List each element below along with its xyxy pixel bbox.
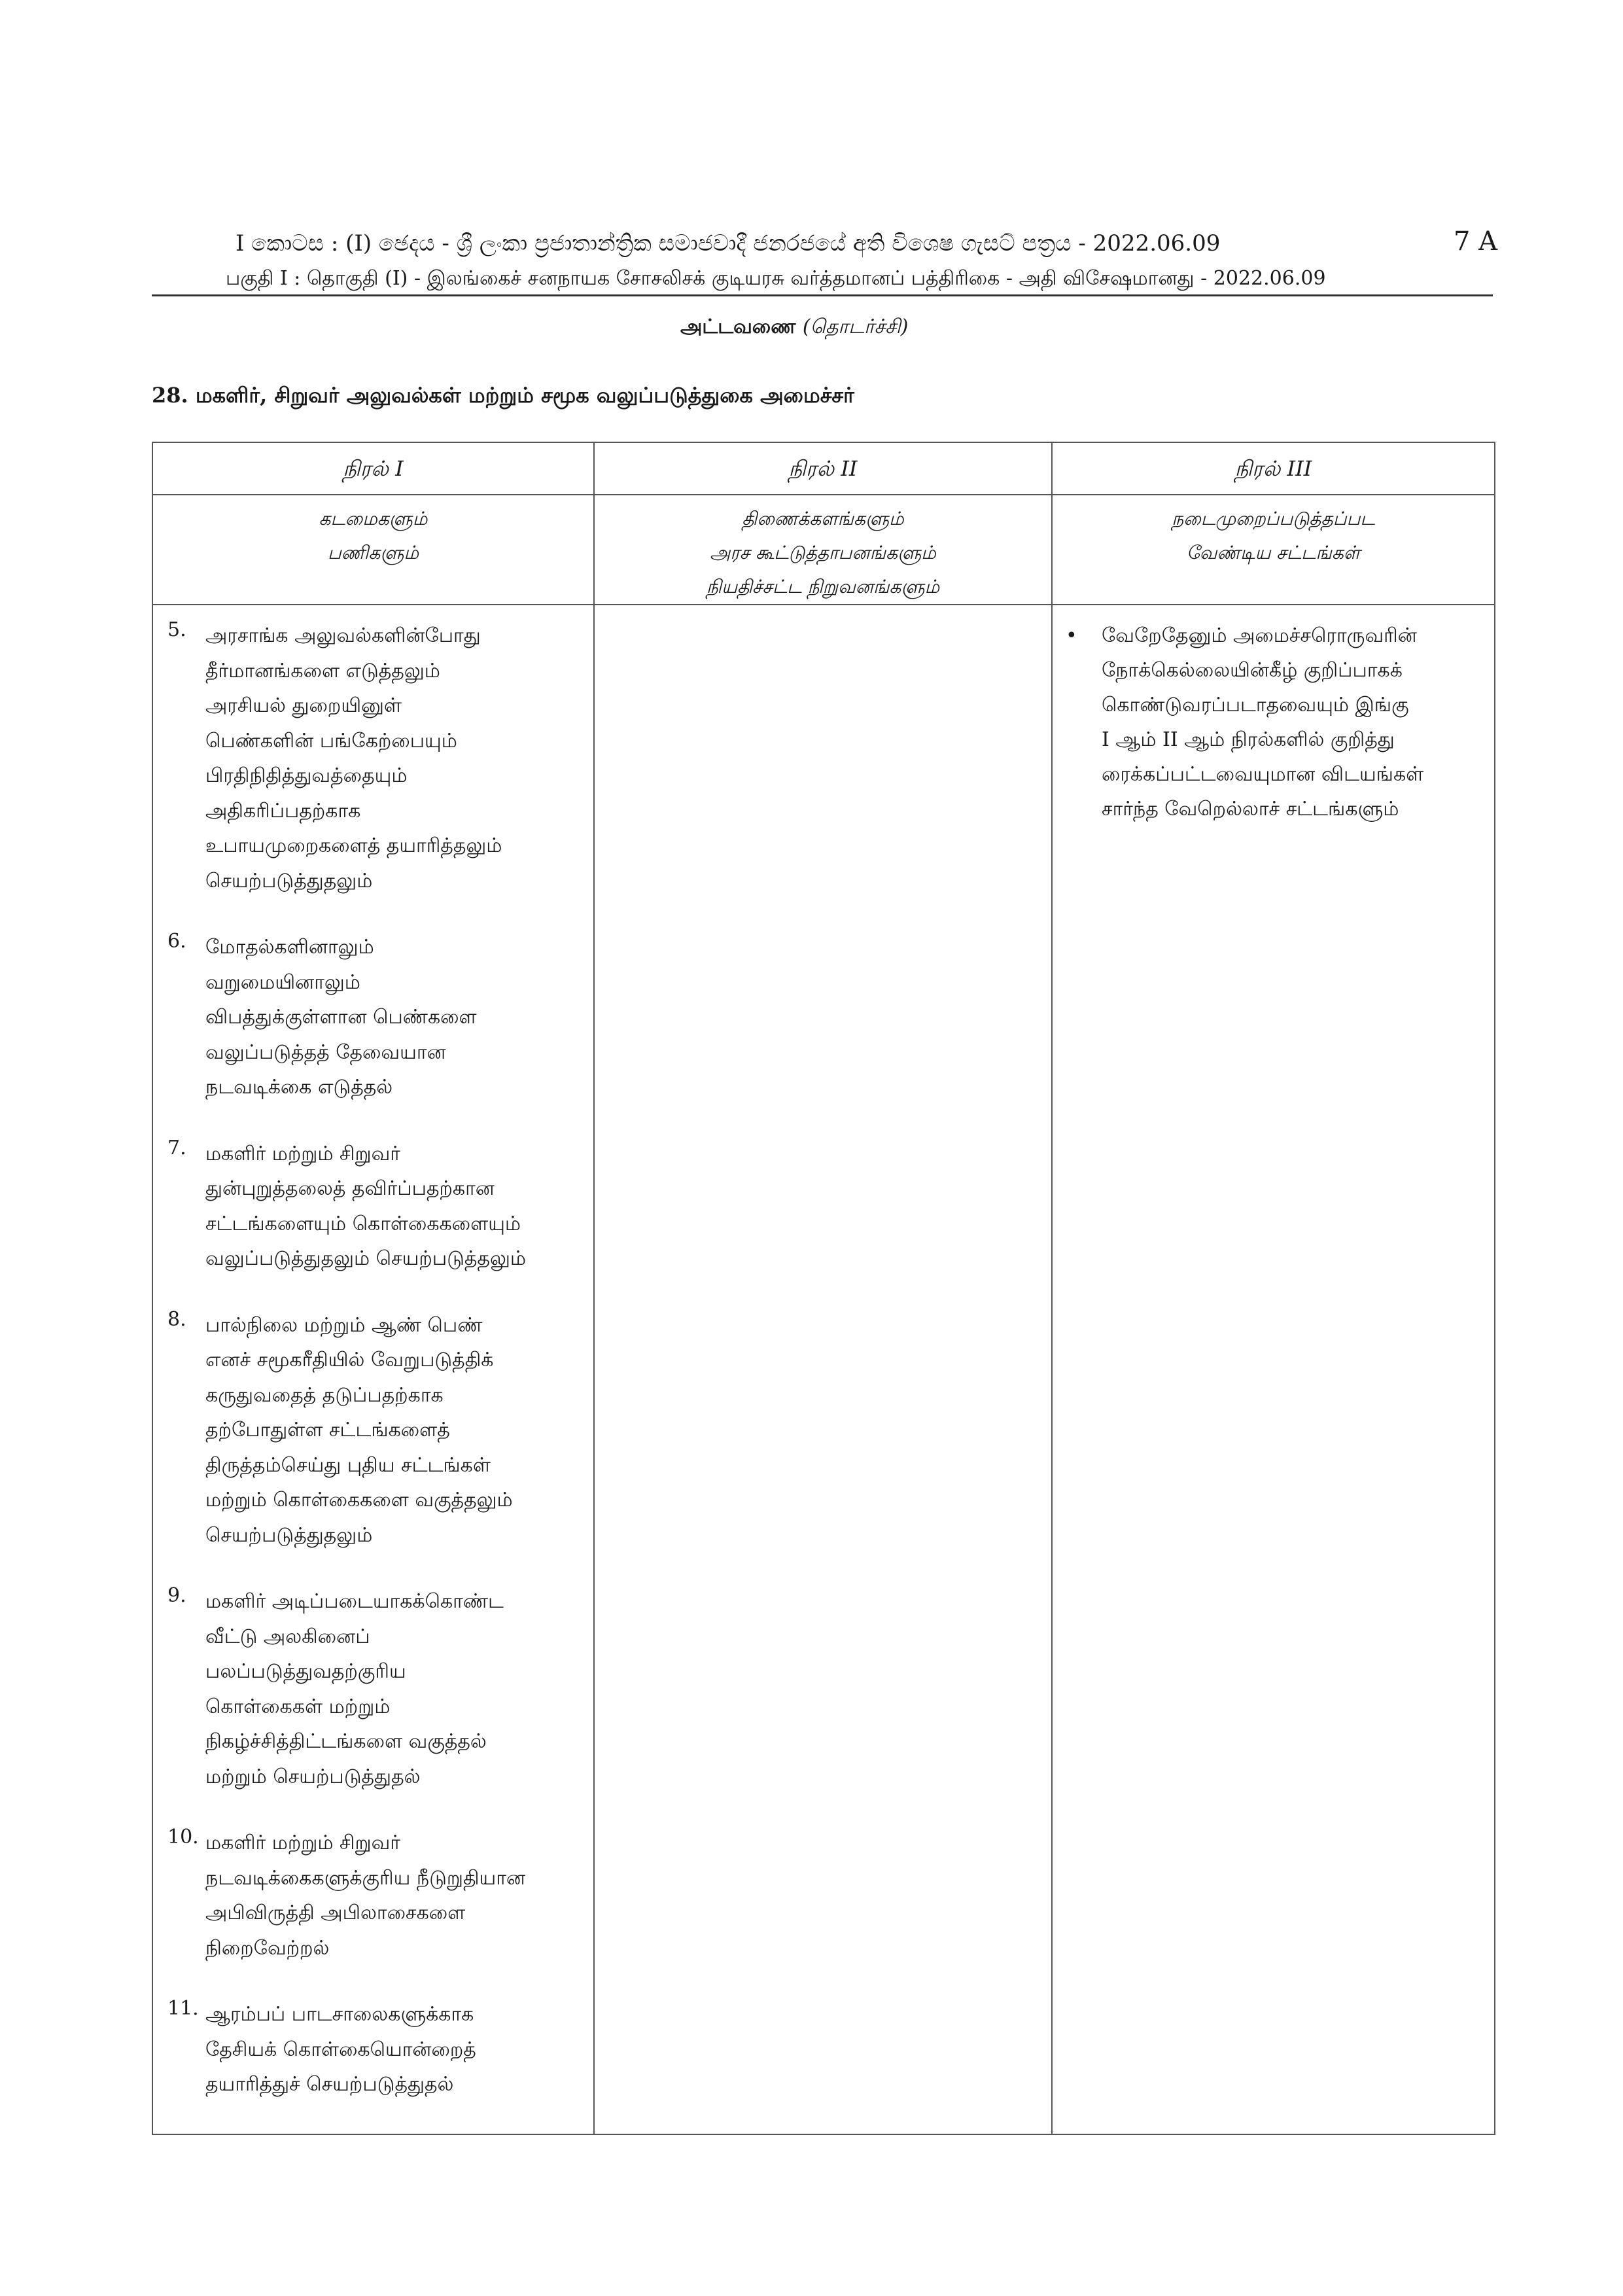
duty-line: பலப்படுத்துவதற்குரிய bbox=[205, 1660, 406, 1683]
duty-number: 7. bbox=[167, 1136, 186, 1159]
law-line: வேறேதேனும் அமைச்சரொருவரின் bbox=[1102, 624, 1417, 647]
subtitle-line: பணிகளும் bbox=[327, 542, 419, 563]
duty-number: 9. bbox=[167, 1584, 186, 1607]
subtitle-line: வேண்டிய சட்டங்கள் bbox=[1186, 542, 1361, 563]
duty-line: கருதுவதைத் தடுப்பதற்காக bbox=[205, 1383, 444, 1407]
subtitle-line: நடைமுறைப்படுத்தப்பட bbox=[1172, 508, 1375, 529]
duty-text bbox=[205, 1308, 587, 1553]
duty-text bbox=[205, 1826, 587, 1966]
laws-text bbox=[1102, 618, 1481, 826]
law-line: சார்ந்த வேறெல்லாச் சட்டங்களும் bbox=[1102, 798, 1399, 821]
duty-text bbox=[205, 1137, 587, 1277]
duty-line: ஆரம்பப் பாடசாலைகளுக்காக bbox=[205, 2003, 474, 2026]
duty-item bbox=[167, 1584, 587, 1794]
duty-line: தயாரித்துச் செயற்படுத்துதல் bbox=[205, 2073, 454, 2096]
law-line: நோக்கெல்லையின்கீழ் குறிப்பாகக் bbox=[1102, 659, 1403, 682]
duty-text bbox=[205, 930, 587, 1105]
duty-line: எனச் சமூகரீதியில் வேறுபடுத்திக் bbox=[205, 1349, 494, 1371]
duty-item bbox=[167, 1826, 587, 1966]
duty-line: தற்போதுள்ள சட்டங்களைத் bbox=[205, 1419, 450, 1441]
duty-line: வறுமையினாலும் bbox=[205, 970, 360, 994]
duty-line: அபிவிருத்தி அபிலாசைகளை bbox=[205, 1901, 466, 1924]
subtitle-line: நியதிச்சட்ட நிறுவனங்களும் bbox=[706, 576, 940, 597]
duty-number: 5. bbox=[167, 618, 186, 641]
duty-line: செயற்படுத்துதலும் bbox=[205, 869, 373, 892]
law-line: ரைக்கப்பட்டவையுமான விடயங்கள் bbox=[1102, 763, 1424, 786]
schedule-subtitle: (தொடர்ச்சி) bbox=[802, 315, 909, 338]
duty-line: மகளிர் மற்றும் சிறுவர் bbox=[205, 1142, 400, 1165]
duty-line: வலுப்படுத்துதலும் செயற்படுத்தலும் bbox=[205, 1247, 527, 1270]
duty-line: திருத்தம்செய்து புதிய சட்டங்கள் bbox=[205, 1453, 491, 1477]
ministry-heading: 28. மகளிர், சிறுவர் அலுவல்கள் மற்றும் சமூக வலுப்படுத்துகை அமைச்சர் bbox=[152, 383, 854, 408]
duty-line: வலுப்படுத்தத் தேவையான bbox=[205, 1040, 446, 1064]
duty-item bbox=[167, 1137, 587, 1277]
column-title-row bbox=[152, 442, 1495, 495]
gazette-header-sinhala: I කොටස : (I) ඡෙදය - ශ්‍රී ලංකා ප්‍රජාතාන්ත්‍රික සමාජවාදී ජනරජයේ අති විශෙෂ ගැසට් පත්‍රය - 2022.06.09 bbox=[236, 230, 1221, 256]
duty-line: அரசாங்க அலுவல்களின்போது bbox=[205, 624, 481, 647]
duty-line: மோதல்களினாலும் bbox=[205, 936, 374, 959]
duty-line: நிகழ்ச்சித்திட்டங்களை வகுத்தல் bbox=[205, 1730, 487, 1753]
duty-line: துன்புறுத்தலைத் தவிர்ப்பதற்கான bbox=[205, 1177, 495, 1200]
duty-line: செயற்படுத்துதலும் bbox=[205, 1523, 373, 1547]
duty-number: 11. bbox=[167, 1997, 199, 2020]
law-line: கொண்டுவரப்படாதவையும் இங்கு bbox=[1102, 694, 1409, 716]
subtitle-line: கடமைகளும் bbox=[319, 508, 428, 529]
duty-text bbox=[205, 618, 587, 898]
duty-item bbox=[167, 930, 587, 1105]
duty-line: வீட்டு அலகினைப் bbox=[205, 1625, 370, 1648]
duty-item bbox=[167, 618, 587, 898]
column-2-subtitle bbox=[594, 495, 1052, 605]
subtitle-line: அரச கூட்டுத்தாபனங்களும் bbox=[710, 542, 936, 563]
duty-line: தீர்மானங்களை எடுத்தலும் bbox=[205, 659, 440, 682]
institutions-cell bbox=[594, 605, 1052, 2134]
duty-line: பெண்களின் பங்கேற்பையும் bbox=[205, 729, 457, 752]
duty-line: உபாயமுறைகளைத் தயாரித்தலும் bbox=[205, 834, 502, 857]
duty-line: நடவடிக்கை எடுத்தல் bbox=[205, 1076, 393, 1099]
schedule-title-text: அட்டவணை bbox=[680, 315, 796, 338]
duty-line: நிறைவேற்றல் bbox=[205, 1936, 330, 1960]
duty-line: தேசியக் கொள்கையொன்றைத் bbox=[205, 2038, 476, 2061]
duty-line: பால்நிலை மற்றும் ஆண் பெண் bbox=[205, 1313, 483, 1337]
subtitle-line: திணைக்களங்களும் bbox=[742, 508, 904, 529]
column-subtitle-row bbox=[152, 495, 1495, 605]
gazette-header-tamil: பகுதி I : தொகுதி (I) - இலங்கைச் சனநாயக சோசலிசக் குடியரசு வர்த்தமானப் பத்திரிகை - அதி விசேஷமானது - 2022.06.09 bbox=[226, 267, 1326, 290]
duty-line: மகளிர் மற்றும் சிறுவர் bbox=[205, 1831, 400, 1854]
duty-line: பிரதிநிதித்துவத்தையும் bbox=[205, 764, 408, 787]
page-number: 7 A bbox=[1454, 226, 1498, 256]
duty-line: நடவடிக்கைகளுக்குரிய நீடுறுதியான bbox=[205, 1866, 526, 1890]
duties-cell bbox=[152, 605, 594, 2134]
duty-number: 10. bbox=[167, 1826, 199, 1848]
duty-line: கொள்கைகள் மற்றும் bbox=[205, 1695, 391, 1718]
duty-line: சட்டங்களையும் கொள்கைகளையும் bbox=[205, 1212, 521, 1235]
duty-line: விபத்துக்குள்ளான பெண்களை bbox=[205, 1006, 477, 1029]
column-1-subtitle bbox=[152, 495, 594, 605]
column-3-subtitle bbox=[1052, 495, 1495, 605]
bullet-icon: • bbox=[1066, 624, 1077, 647]
law-line: I ஆம் II ஆம் நிரல்களில் குறித்து bbox=[1102, 728, 1395, 751]
column-1-title: நிரல் I bbox=[152, 442, 594, 495]
duty-item bbox=[167, 1308, 587, 1553]
duty-text bbox=[205, 1997, 587, 2102]
duty-line: மகளிர் அடிப்படையாகக்கொண்ட bbox=[205, 1590, 504, 1613]
duty-number: 8. bbox=[167, 1307, 186, 1331]
duty-line: மற்றும் செயற்படுத்துதல் bbox=[205, 1765, 421, 1788]
duty-number: 6. bbox=[167, 930, 186, 953]
duty-text bbox=[205, 1584, 587, 1794]
content-row bbox=[152, 605, 1495, 2134]
column-2-title: நிரல் II bbox=[594, 442, 1052, 495]
duty-line: மற்றும் கொள்கைகளை வகுத்தலும் bbox=[205, 1489, 513, 1511]
schedule-title bbox=[680, 315, 1007, 341]
duty-line: அரசியல் துறையினுள் bbox=[205, 694, 402, 717]
duty-line: அதிகரிப்பதற்காக bbox=[205, 799, 361, 822]
schedule-table bbox=[152, 442, 1495, 2135]
laws-cell bbox=[1052, 605, 1495, 2134]
duty-item bbox=[167, 1997, 587, 2102]
column-3-title: நிரல் III bbox=[1052, 442, 1495, 495]
header-divider bbox=[152, 294, 1493, 296]
